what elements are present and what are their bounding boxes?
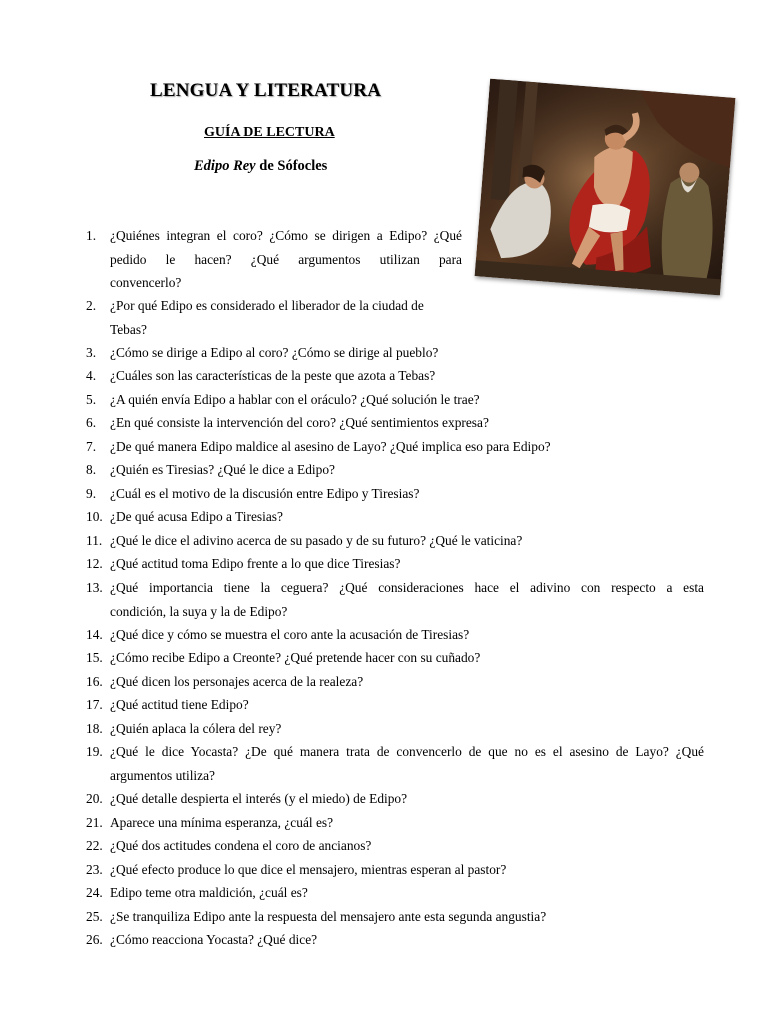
item-text: ¿Qué le dice el adivino acerca de su pasado y de su futuro? ¿Qué le vaticina? <box>110 533 523 548</box>
item-number: 1. <box>86 228 97 243</box>
item-text: ¿Quién es Tiresias? ¿Qué le dice a Edipo? <box>110 462 335 477</box>
item-text: ¿Qué le dice Yocasta? ¿De qué manera trata de convencerlo de que no es el asesino de Layo? ¿Qué <box>110 744 704 759</box>
item-text: ¿Por qué Edipo es considerado el liberador de la ciudad de <box>110 298 424 313</box>
item-number: 2. <box>86 298 97 313</box>
work-title: Edipo Rey <box>194 158 256 174</box>
item-number: 24. <box>86 885 103 900</box>
item-number: 12. <box>86 556 103 571</box>
item-number: 3. <box>86 345 97 360</box>
page-title: LENGUA Y LITERATURA <box>150 80 382 101</box>
item-number: 15. <box>86 650 103 665</box>
item-text: ¿Cómo recibe Edipo a Creonte? ¿Qué pretende hacer con su cuñado? <box>110 650 481 665</box>
item-text: pedido le hacen? ¿Qué argumentos utilizan para <box>110 251 462 267</box>
item-number: 16. <box>86 674 103 689</box>
oedipus-painting-image <box>475 79 736 296</box>
item-number: 20. <box>86 791 103 806</box>
item-number: 23. <box>86 862 103 877</box>
item-text: ¿Cómo reacciona Yocasta? ¿Qué dice? <box>110 932 318 947</box>
item-text: ¿Cuáles son las características de la peste que azota a Tebas? <box>110 368 436 383</box>
item-number: 10. <box>86 509 103 524</box>
item-text: ¿Qué dos actitudes condena el coro de ancianos? <box>110 838 372 853</box>
item-text: Aparece una mínima esperanza, ¿cuál es? <box>110 815 334 830</box>
item-number: 18. <box>86 721 103 736</box>
item-number: 14. <box>86 627 103 642</box>
item-text: Tebas? <box>110 321 147 337</box>
item-text: ¿Quién aplaca la cólera del rey? <box>110 721 282 736</box>
item-text: condición, la suya y la de Edipo? <box>110 603 288 619</box>
guide-subtitle: GUÍA DE LECTURA <box>204 125 335 140</box>
item-number: 7. <box>86 439 97 454</box>
item-text: ¿Qué dicen los personajes acerca de la realeza? <box>110 674 364 689</box>
item-text: ¿Qué efecto produce lo que dice el mensajero, mientras esperan al pastor? <box>110 862 507 877</box>
item-number: 8. <box>86 462 97 477</box>
item-number: 25. <box>86 909 103 924</box>
item-text: ¿En qué consiste la intervención del coro? ¿Qué sentimientos expresa? <box>110 415 489 430</box>
item-number: 21. <box>86 815 103 830</box>
item-text: ¿De qué acusa Edipo a Tiresias? <box>110 509 283 524</box>
item-number: 19. <box>86 744 103 759</box>
item-text: ¿De qué manera Edipo maldice al asesino de Layo? ¿Qué implica eso para Edipo? <box>110 439 551 454</box>
item-text: ¿Qué importancia tiene la ceguera? ¿Qué consideraciones hace el adivino con respecto a esta <box>110 580 704 595</box>
work-author: de Sófocles <box>255 158 328 174</box>
item-number: 4. <box>86 368 97 383</box>
item-text: ¿Se tranquiliza Edipo ante la respuesta del mensajero ante esta segunda angustia? <box>110 909 547 924</box>
item-text: Edipo teme otra maldición, ¿cuál es? <box>110 885 308 900</box>
work-heading <box>194 158 327 175</box>
item-text: ¿Qué actitud tiene Edipo? <box>110 697 249 712</box>
item-text: ¿A quién envía Edipo a hablar con el oráculo? ¿Qué solución le trae? <box>110 392 480 407</box>
item-text: ¿Cuál es el motivo de la discusión entre Edipo y Tiresias? <box>110 486 420 501</box>
item-number: 5. <box>86 392 97 407</box>
item-text: convencerlo? <box>110 275 182 290</box>
item-text: ¿Qué detalle despierta el interés (y el miedo) de Edipo? <box>110 791 408 806</box>
item-text: argumentos utiliza? <box>110 767 215 783</box>
item-number: 26. <box>86 932 103 947</box>
item-text: ¿Qué actitud toma Edipo frente a lo que dice Tiresias? <box>110 556 401 571</box>
item-number: 22. <box>86 838 103 853</box>
item-text: ¿Quiénes integran el coro? ¿Cómo se dirigen a Edipo? ¿Qué <box>110 228 462 243</box>
item-number: 17. <box>86 697 103 712</box>
item-number: 11. <box>86 533 103 548</box>
item-text: ¿Cómo se dirige a Edipo al coro? ¿Cómo se dirige al pueblo? <box>110 345 439 360</box>
item-number: 9. <box>86 486 97 501</box>
item-number: 13. <box>86 580 103 595</box>
item-number: 6. <box>86 415 97 430</box>
item-text: ¿Qué dice y cómo se muestra el coro ante la acusación de Tiresias? <box>110 627 470 642</box>
